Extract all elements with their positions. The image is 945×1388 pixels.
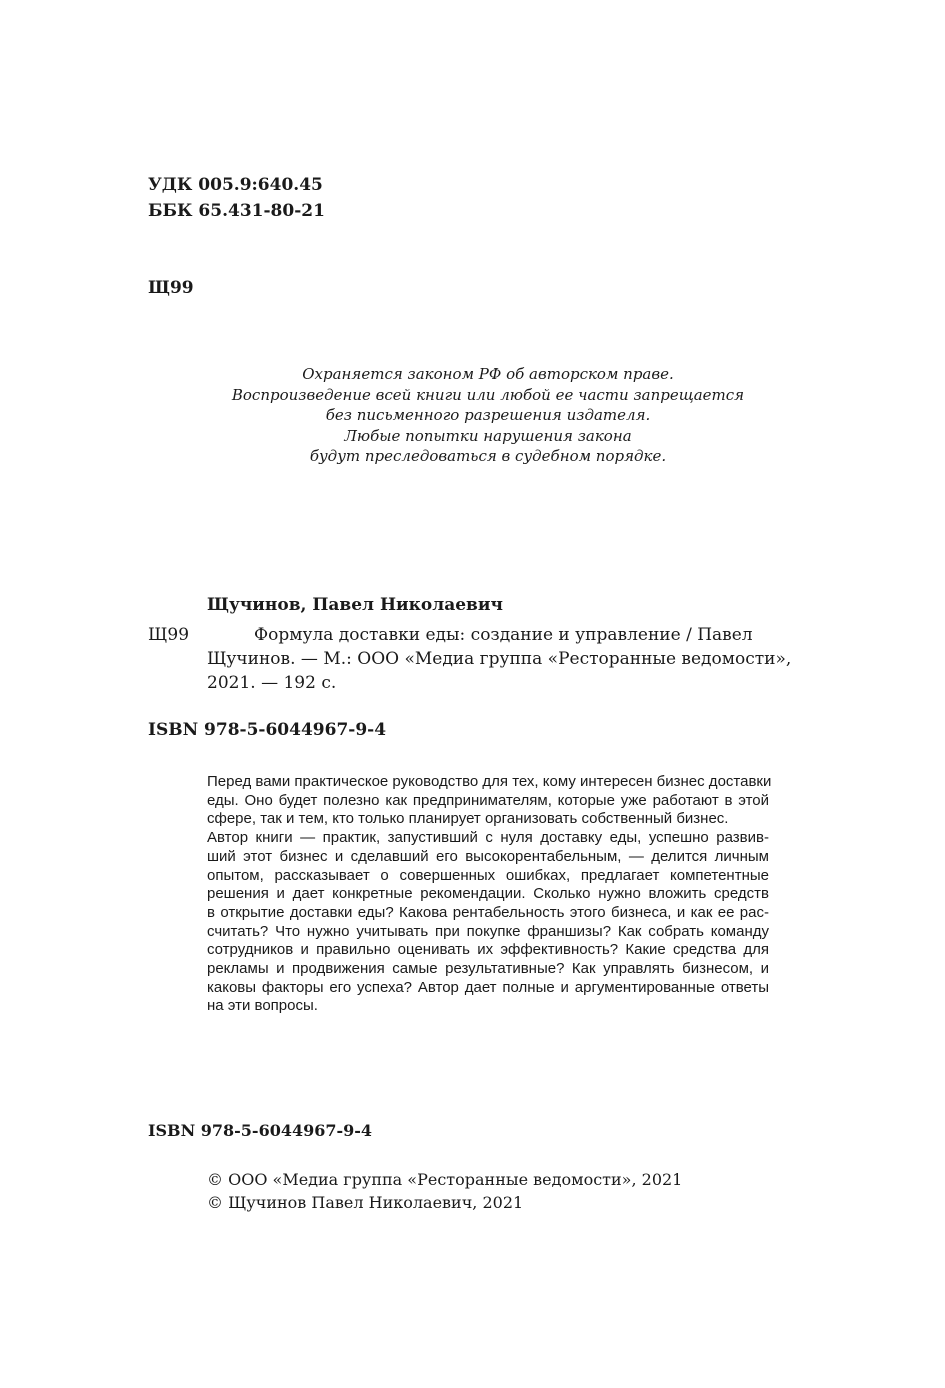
footer-isbn: ISBN 978-5-6044967-9-4 [148,1121,373,1140]
abstract-line: Автор книги — практик, запустивший с нуля доставку еды, успешно развив- [207,829,769,847]
abstract-line: ший этот бизнес и сделавший его высокорентабельным, — делится личным [207,847,769,865]
biblio-author-sign: Щ99 [148,625,190,645]
author-sign: Щ99 [148,278,194,298]
abstract-line: на эти вопросы. [207,997,318,1015]
abstract [207,773,772,1016]
bibliographic-description [148,623,792,695]
abstract-line: считать? Что нужно учитывать при покупке франшизы? Как собрать команду [207,922,769,940]
notice-line: будут преследоваться в судебном порядке. [309,447,667,465]
copyright-lines [207,1168,682,1214]
notice-line: без письменного разрешения издателя. [325,406,651,424]
abstract-line: Перед вами практическое руководство для тех, кому интересен бизнес доставки [207,773,772,790]
bbk-code: ББК 65.431-80-21 [148,201,325,221]
copyright-notice [200,364,776,467]
abstract-line: еды. Оно будет полезно как предпринимателям, которые уже работают в этой [207,791,769,809]
biblio-line: Щучинов. — М.: ООО «Медиа группа «Ресторанные ведомости», [207,649,792,669]
isbn: ISBN 978-5-6044967-9-4 [148,720,387,740]
copyright-line: © Щучинов Павел Николаевич, 2021 [207,1193,524,1212]
abstract-line: каковы факторы его успеха? Автор дает полные и аргументированные ответы [207,978,769,996]
notice-line: Охраняется законом РФ об авторском праве. [302,365,674,383]
author-heading: Щучинов, Павел Николаевич [207,595,503,615]
abstract-line: в открытие доставки еды? Какова рентабельность этого бизнеса, и как ее рас- [207,903,769,921]
copyright-line: © ООО «Медиа группа «Ресторанные ведомости», 2021 [207,1170,683,1189]
biblio-line: Формула доставки еды: создание и управление / Павел [254,625,753,645]
abstract-line: решения и дает конкретные рекомендации. Сколько нужно вложить средств [207,885,769,903]
notice-line: Воспроизведение всей книги или любой ее части запрещается [231,385,745,404]
abstract-line: сотрудников и правильно оценивать их эффективность? Какие средства для [207,941,769,959]
biblio-line: 2021. — 192 с. [207,673,337,693]
abstract-line: сфере, так и тем, кто только планирует организовать собственный бизнес. [207,810,729,828]
notice-line: Любые попытки нарушения закона [344,426,632,445]
abstract-line: рекламы и продвижения самые результативные? Как управлять бизнесом, и [207,960,769,978]
abstract-line: опытом, рассказывает о совершенных ошибках, предлагает компетентные [207,866,769,884]
classification-codes [148,172,325,224]
udk-code: УДК 005.9:640.45 [148,175,323,195]
